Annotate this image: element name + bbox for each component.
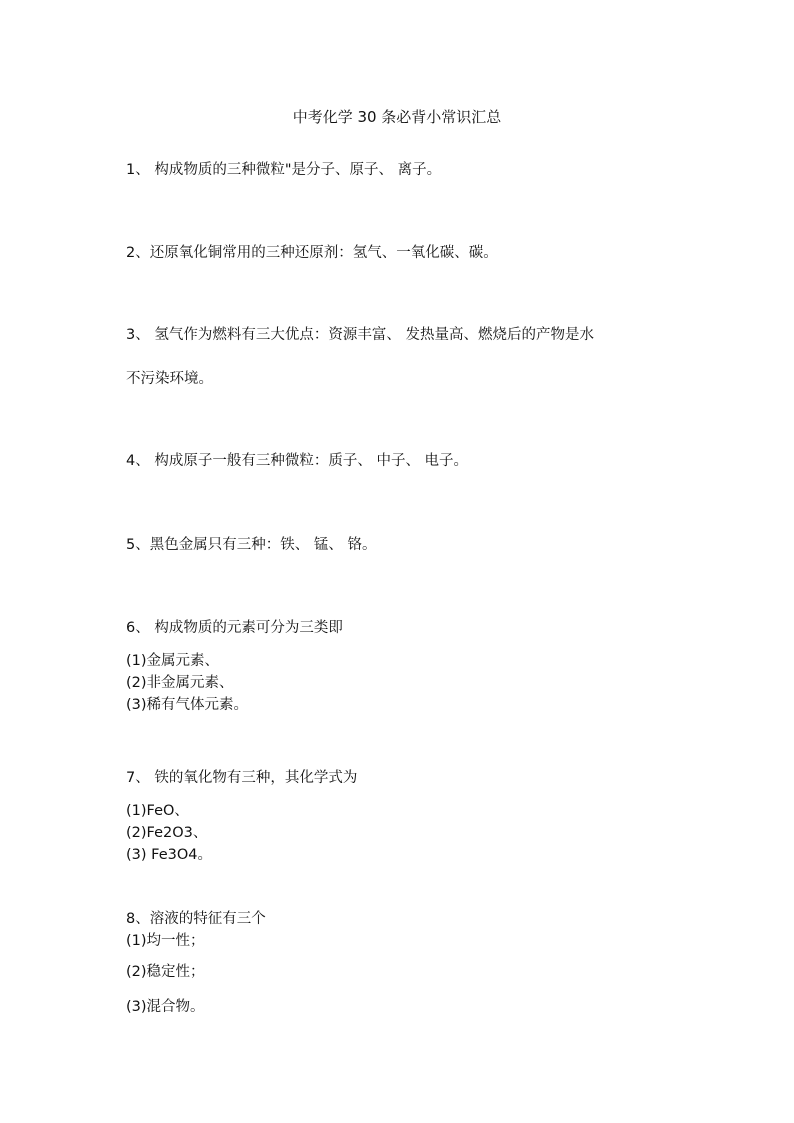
item-7-sub-2: (2)Fe2O3、 — [126, 825, 208, 841]
item-2: 2、还原氧化铜常用的三种还原剂：氢气、一氧化碳、碳。 — [126, 245, 498, 261]
item-7-sub-3: (3) Fe3O4。 — [126, 847, 212, 863]
item-7: 7、 铁的氧化物有三种，其化学式为 — [126, 770, 358, 786]
item-8: 8、溶液的特征有三个 — [126, 911, 266, 927]
item-4: 4、 构成原子一般有三种微粒：质子、 中子、 电子。 — [126, 453, 469, 469]
item-6-sub-3: (3)稀有气体元素。 — [126, 697, 249, 713]
item-6-sub-2: (2)非金属元素、 — [126, 675, 234, 691]
item-8-sub-1: (1)均一性； — [126, 933, 205, 949]
item-3: 3、 氢气作为燃料有三大优点：资源丰富、 发热量高、燃烧后的产物是水 — [126, 327, 594, 343]
item-6-sub-1: (1)金属元素、 — [126, 653, 220, 669]
item-3-continuation: 不污染环境。 — [126, 371, 213, 387]
item-5: 5、黑色金属只有三种：铁、 锰、 铬。 — [126, 537, 377, 553]
item-6: 6、 构成物质的元素可分为三类即 — [126, 620, 343, 636]
document-title: 中考化学 30 条必背小常识汇总 — [292, 108, 502, 126]
item-8-sub-3: (3)混合物。 — [126, 999, 205, 1015]
item-8-sub-2: (2)稳定性； — [126, 964, 205, 980]
item-1: 1、 构成物质的三种微粒"是分子、原子、 离子。 — [126, 162, 442, 178]
item-7-sub-1: (1)FeO、 — [126, 803, 189, 819]
